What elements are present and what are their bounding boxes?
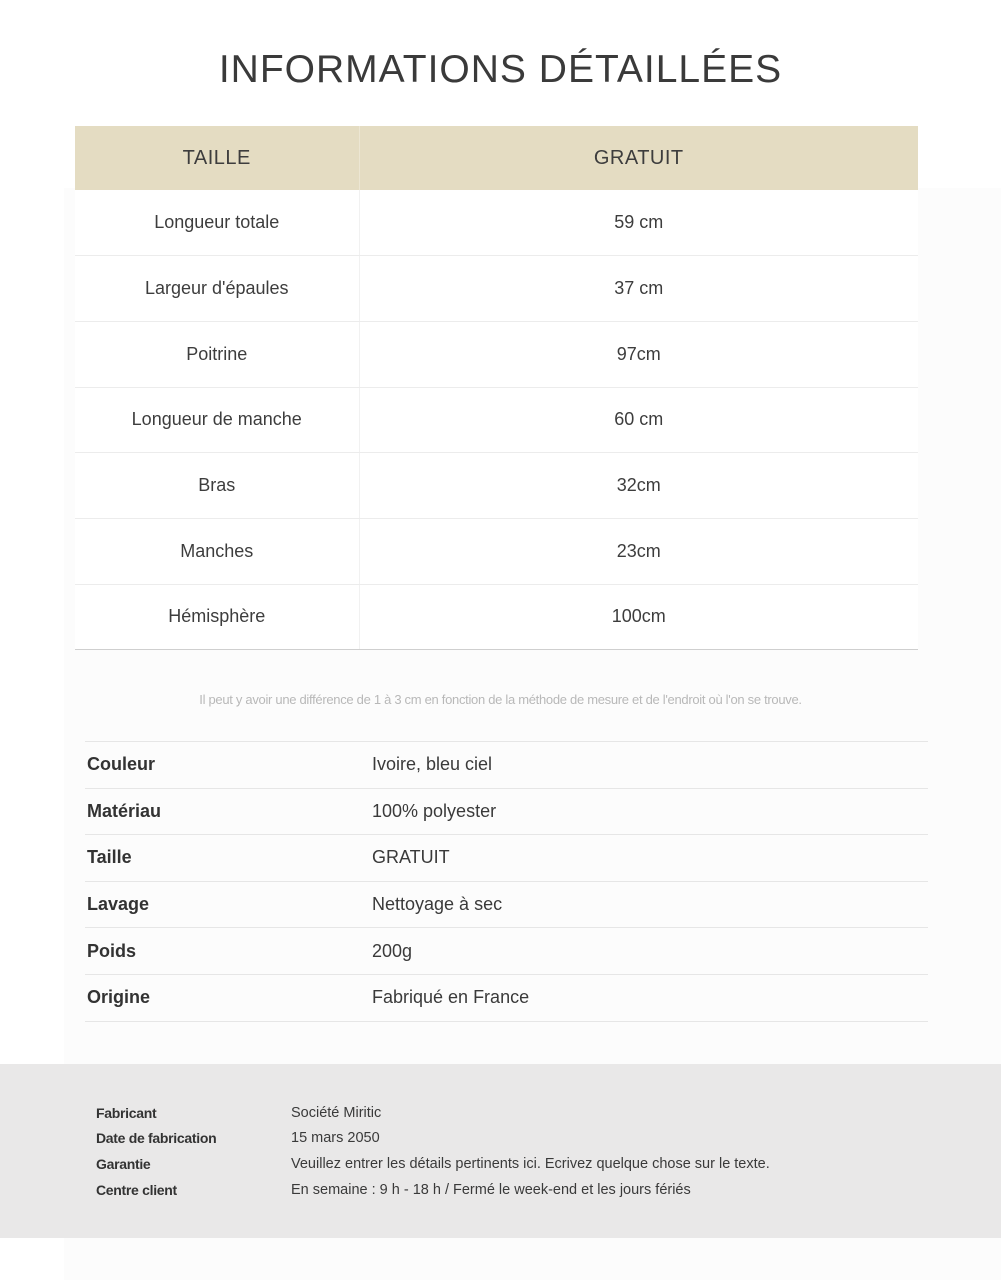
spec-key: Origine [87,987,151,1008]
size-table-header-free: GRATUIT [359,126,918,190]
size-row-value: 23cm [359,518,918,584]
footer-key: Fabricant [96,1104,157,1121]
spec-row-weight [85,928,928,975]
spec-value: Fabriqué en France [372,987,530,1008]
size-row-label: Poitrine [75,321,359,387]
spec-row-origin [85,975,928,1022]
size-row-label: Manches [75,518,359,584]
size-row-value: 60 cm [359,387,918,453]
table-row [75,321,918,387]
spec-list [85,741,928,1022]
spec-key: Poids [87,940,137,961]
footer-value: 15 mars 2050 [291,1130,380,1147]
footer-info-list [96,1100,770,1202]
spec-value: Nettoyage à sec [372,894,503,915]
table-row [75,256,918,322]
table-row [75,584,918,650]
footer-row-customer-center [96,1177,770,1203]
footer-key: Centre client [96,1181,177,1198]
size-table-header-row [75,126,918,190]
size-row-value: 37 cm [359,256,918,322]
spec-row-washing [85,882,928,929]
footer-value: En semaine : 9 h - 18 h / Fermé le week-end et les jours fériés [291,1181,691,1198]
spec-value: Ivoire, bleu ciel [372,754,493,775]
size-table [75,126,918,650]
table-row [75,453,918,519]
table-row [75,387,918,453]
size-row-label: Longueur de manche [75,387,359,453]
footer-row-date [96,1126,770,1152]
size-row-label: Hémisphère [75,584,359,650]
spec-value: 200g [372,940,413,961]
measurement-note: Il peut y avoir une différence de 1 à 3 cm en fonction de la méthode de mesure et de l'endroit où l'on se trouve. [199,692,802,707]
table-row [75,190,918,256]
spec-row-color [85,742,928,789]
page-title: INFORMATIONS DÉTAILLÉES [218,48,783,91]
size-row-value: 100cm [359,584,918,650]
spec-value: GRATUIT [372,847,450,868]
spec-key: Taille [87,847,132,868]
size-row-value: 32cm [359,453,918,519]
spec-row-size [85,835,928,882]
size-row-label: Bras [75,453,359,519]
spec-row-material [85,789,928,836]
size-row-label: Largeur d'épaules [75,256,359,322]
bottom-strip [64,1238,1001,1280]
footer-key: Garantie [96,1155,151,1172]
size-row-value: 97cm [359,321,918,387]
spec-key: Couleur [87,754,156,775]
footer-key: Date de fabrication [96,1130,217,1147]
footer-value: Société Miritic [291,1104,382,1121]
spec-key: Matériau [87,800,162,821]
size-row-label: Longueur totale [75,190,359,256]
spec-key: Lavage [87,894,150,915]
table-row [75,518,918,584]
size-table-header-size: TAILLE [75,126,359,190]
footer-row-warranty [96,1151,770,1177]
spec-value: 100% polyester [372,800,497,821]
size-row-value: 59 cm [359,190,918,256]
footer-value: Veuillez entrer les détails pertinents ici. Ecrivez quelque chose sur le texte. [291,1155,770,1172]
manufacturer-footer [0,1064,1001,1238]
footer-row-manufacturer [96,1100,770,1126]
